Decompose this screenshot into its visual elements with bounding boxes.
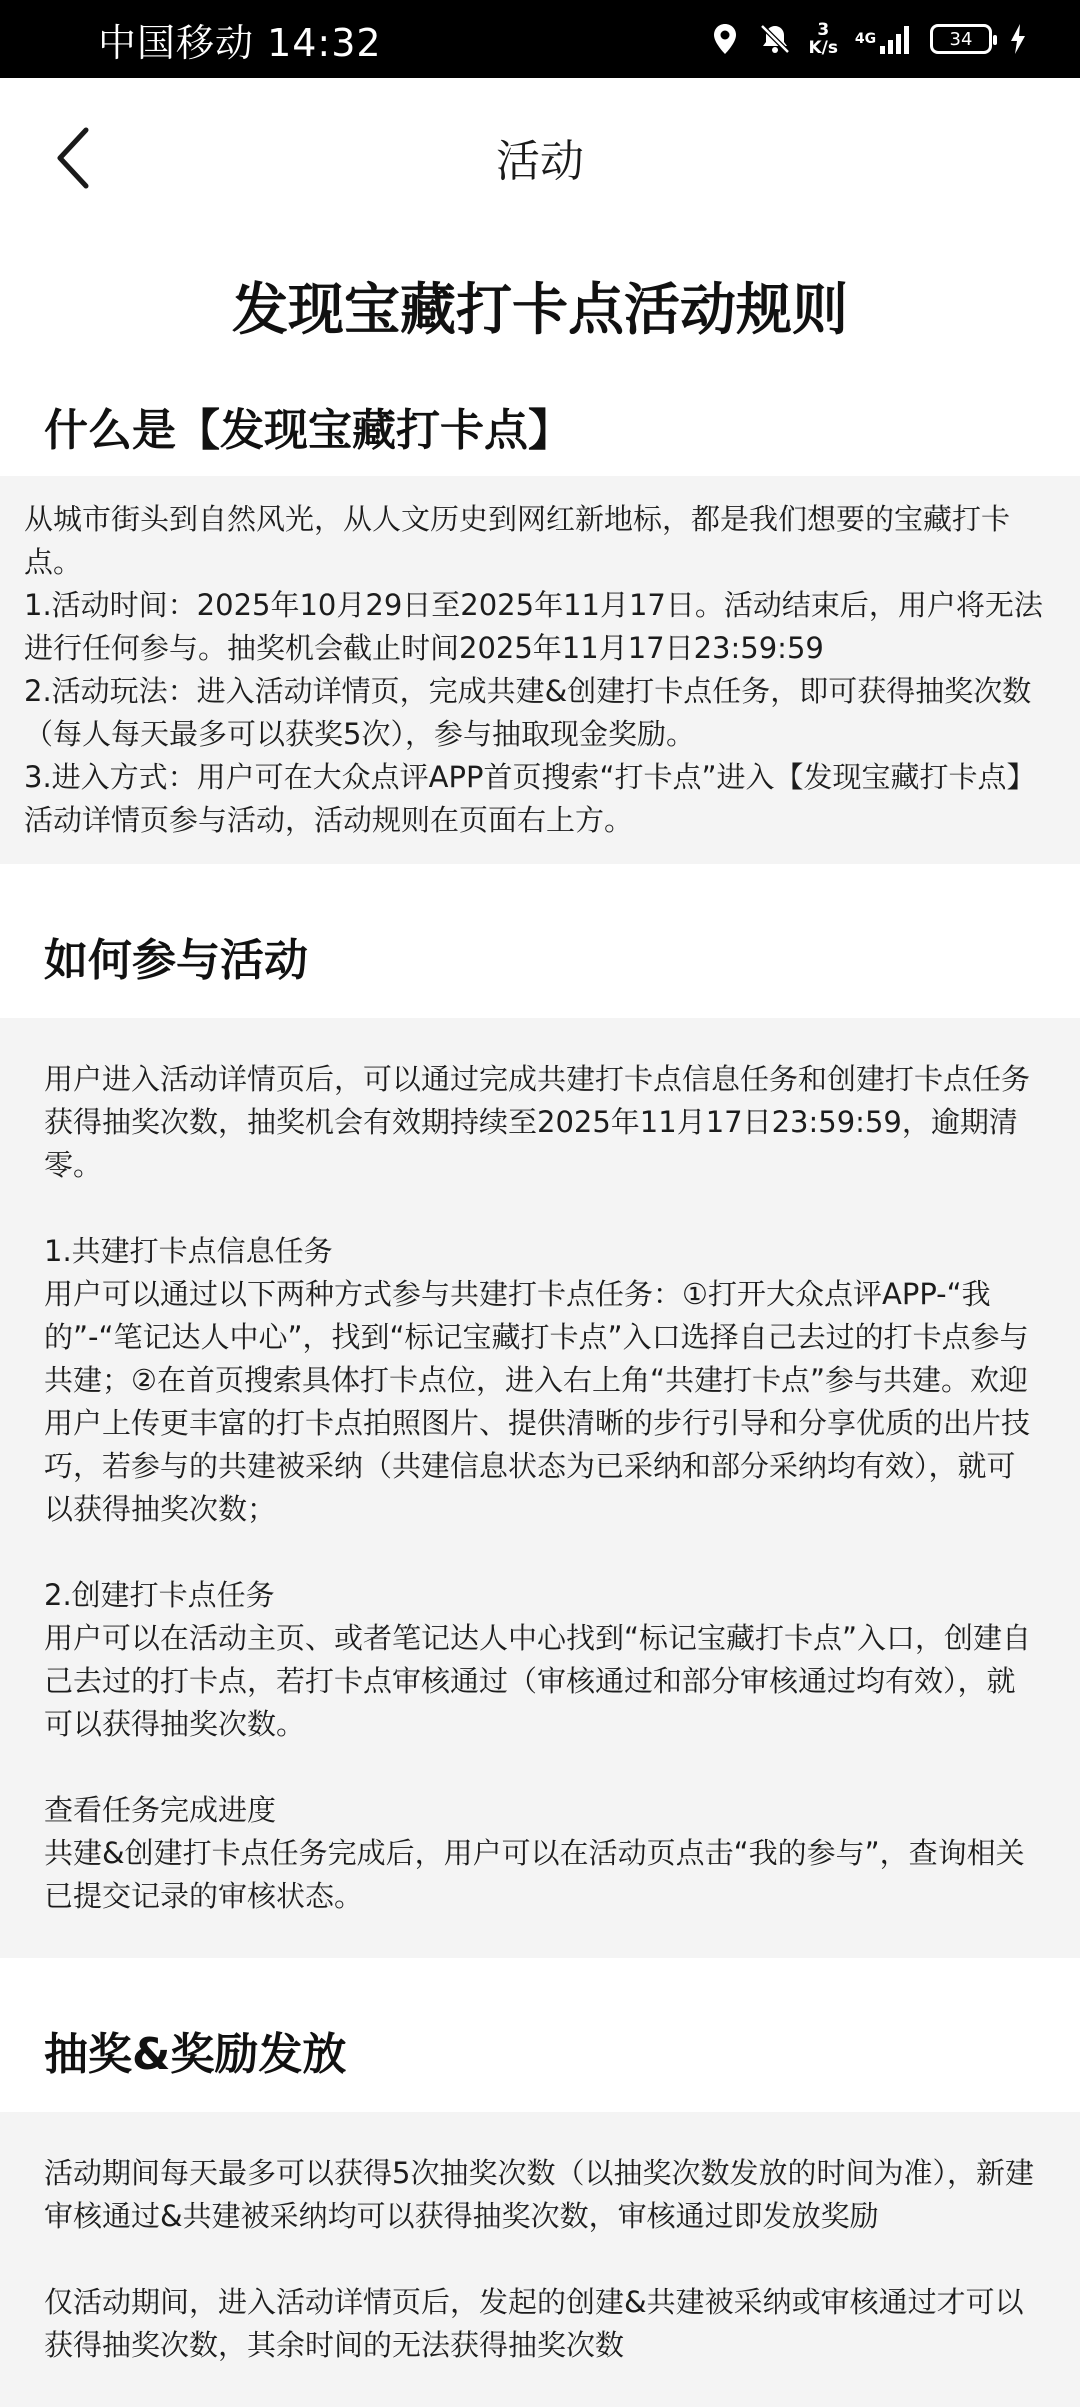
paragraph: 1.活动时间：2025年10月29日至2025年11月17日。活动结束后，用户将无法进行任何参与。抽奖机会截止时间2025年11月17日23:59:59: [24, 588, 1043, 665]
back-button[interactable]: [52, 118, 112, 198]
task-title: 1.共建打卡点信息任务: [44, 1234, 333, 1268]
paragraph: 用户可以通过以下两种方式参与共建打卡点任务：①打开大众点评APP-“我的”-“笔记达人中心”，找到“标记宝藏打卡点”入口选择自己去过的打卡点参与共建；②在首页搜索具体打卡点位，进入右上角“共建打卡点”参与共建。欢迎用户上传更丰富的打卡点拍照图片、提供清晰的步行引导和分享优质的出片技巧，若参与的共建被采纳（共建信息状态为已采纳和部分采纳均有效），就可以获得抽奖次数；: [44, 1277, 1031, 1526]
section-heading-what-is: 什么是【发现宝藏打卡点】: [44, 405, 572, 456]
rules-content[interactable]: [0, 236, 1080, 2407]
paragraph: 用户进入活动详情页后，可以通过完成共建打卡点信息任务和创建打卡点任务获得抽奖次数，抽奖机会有效期持续至2025年11月17日23:59:59，逾期清零。: [44, 1062, 1031, 1182]
divider: [0, 1958, 1080, 1988]
divider: [0, 864, 1080, 894]
paragraph: 活动期间每天最多可以获得5次抽奖次数（以抽奖次数发放的时间为准），新建审核通过&共建被采纳均可以获得抽奖次数，审核通过即发放奖励: [44, 2156, 1034, 2233]
section-heading-lottery: 抽奖&奖励发放: [44, 2029, 347, 2080]
net-speed-unit: K/s: [808, 38, 838, 58]
section-body-lottery: [0, 2112, 1080, 2407]
paragraph: 2.活动玩法：进入活动详情页，完成共建&创建打卡点任务，即可获得抽奖次数（每人每天最多可以获奖5次），参与抽取现金奖励。: [24, 674, 1032, 751]
blank-line: [44, 1746, 1040, 1789]
net-speed-value: 3: [817, 20, 830, 40]
signal-icon: [854, 22, 914, 56]
nav-bar: [0, 78, 1080, 236]
paragraph: 用户可以在活动主页、或者笔记达人中心找到“标记宝藏打卡点”入口，创建自己去过的打卡点，若打卡点审核通过（审核通过和部分审核通过均有效），就可以获得抽奖次数。: [44, 1621, 1032, 1741]
blank-line: [44, 2238, 1040, 2281]
net-speed: [808, 21, 838, 57]
section-body-how-to-join: [0, 1018, 1080, 1958]
page-title: 发现宝藏打卡点活动规则: [232, 278, 848, 343]
carrier-time: 中国移动 14:32: [98, 20, 382, 65]
nav-title: 活动: [496, 136, 584, 187]
battery-indicator: 34: [930, 24, 992, 54]
task-title: 2.创建打卡点任务: [44, 1578, 275, 1612]
paragraph: 共建&创建打卡点任务完成后，用户可以在活动页点击“我的参与”，查询相关已提交记录的审核状态。: [44, 1836, 1025, 1913]
task-title: 查看任务完成进度: [44, 1793, 277, 1827]
network-type: 4G: [854, 31, 877, 47]
status-icons: [708, 21, 1028, 57]
paragraph: 仅活动期间，进入活动详情页后，发起的创建&共建被采纳或审核通过才可以获得抽奖次数，其余时间的无法获得抽奖次数: [44, 2285, 1024, 2362]
section-heading-how-to-join: 如何参与活动: [44, 935, 308, 986]
charging-icon: [1008, 22, 1028, 56]
section-body-what-is: [0, 476, 1080, 864]
blank-line: [44, 1187, 1040, 1230]
paragraph: 从城市街头到自然风光，从人文历史到网红新地标，都是我们想要的宝藏打卡点。: [24, 502, 1011, 579]
chevron-left-icon: [52, 126, 92, 190]
blank-line: [44, 1531, 1040, 1574]
status-bar: [0, 0, 1080, 78]
location-icon: [708, 22, 742, 56]
paragraph: 3.进入方式：用户可在大众点评APP首页搜索“打卡点”进入【发现宝藏打卡点】活动详情页参与活动，活动规则在页面右上方。: [24, 760, 1036, 837]
bell-muted-icon: [758, 22, 792, 56]
